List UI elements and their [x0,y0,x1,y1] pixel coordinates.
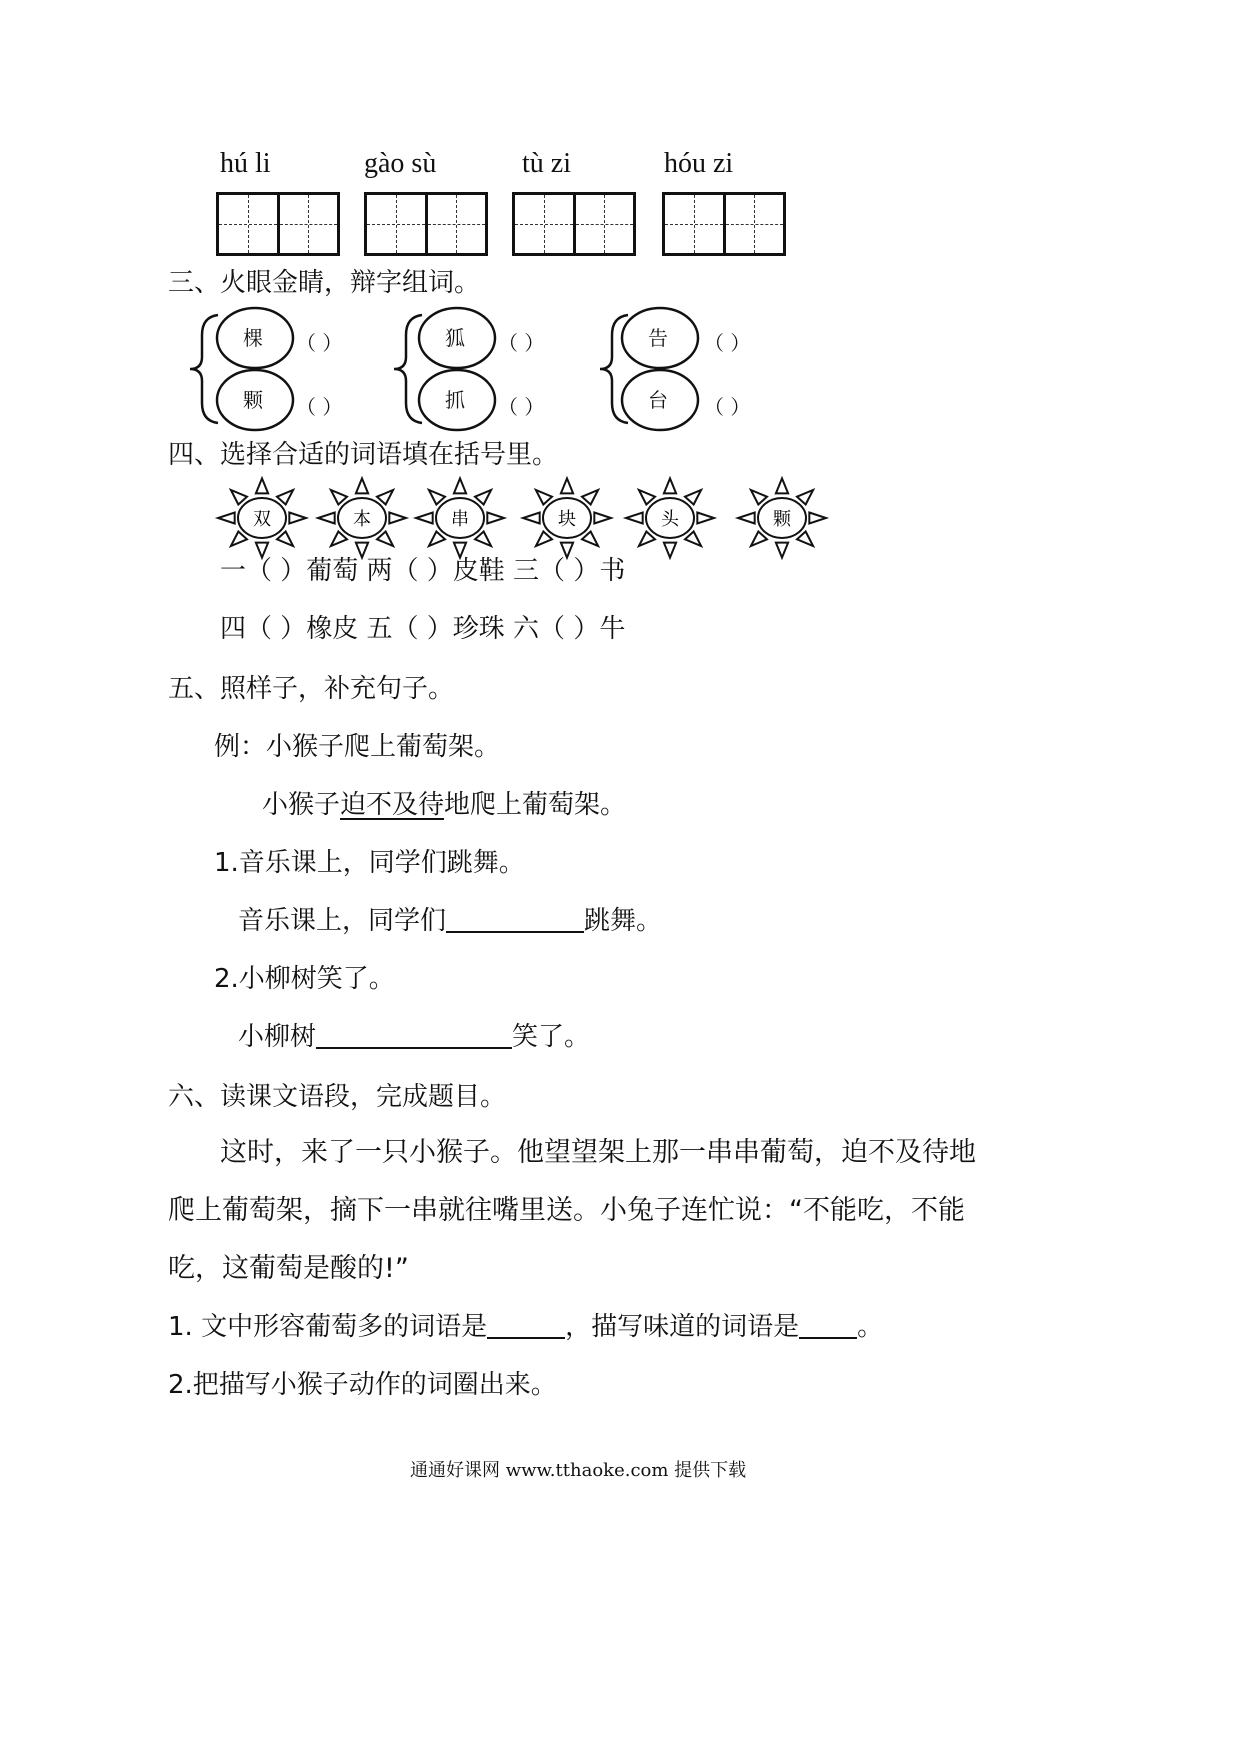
sun-ray [377,490,393,505]
sun-ray [685,532,701,547]
sun-ray [429,532,445,547]
question-1: 1.音乐课上，同学们跳舞。 [214,848,525,878]
sun-ray [218,513,235,524]
pinyin-1: hú li [220,148,271,179]
sun-ray [318,513,335,524]
answer-paren[interactable]: （ ） [704,395,751,419]
question-2: 2.小柳树笑了。 [214,964,395,994]
example-answer-underlined: 迫不及待 [340,790,445,820]
sun-badge [626,478,714,557]
writing-box-3[interactable] [512,192,636,256]
sun-ray [487,513,504,524]
passage-line-1: 这时，来了一只小猴子。他望望架上那一串串葡萄，迫不及待地 [220,1137,976,1168]
sun-ray [664,543,676,558]
question-2-pre: 小柳树 [238,1022,317,1052]
sun-ray [797,490,813,505]
example-answer [262,788,626,822]
q1-part-a: 1. 文中形容葡萄多的词语是 [168,1312,488,1342]
sun-ray [523,513,540,524]
sun-badge [523,478,611,557]
sun-badge [218,478,306,557]
question-1-fill [238,904,662,938]
sun-word-bank [210,470,850,560]
section-6-question-1 [168,1310,883,1344]
sun-ray [475,490,491,505]
answer-paren[interactable]: （ ） [498,395,545,419]
sun-ray [582,490,598,505]
sun-ray [626,513,643,524]
sun-word: 颗 [773,509,791,530]
pinyin-4: hóu zi [664,148,734,179]
sun-ray [582,532,598,547]
sun-ray [429,490,445,505]
answer-paren[interactable]: （ ） [296,331,343,355]
passage-line-3: 吃，这葡萄是酸的!” [168,1253,409,1284]
pinyin-2: gào sù [364,148,437,179]
answer-blank[interactable] [446,905,584,933]
q1-part-c: 。 [857,1312,884,1342]
sun-ray [277,532,293,547]
answer-paren[interactable]: （ ） [296,395,343,419]
sun-ray [536,532,552,547]
answer-paren[interactable]: （ ） [498,331,545,355]
question-1-pre: 音乐课上，同学们 [238,906,447,936]
sun-ray [738,513,755,524]
sun-ray [536,490,552,505]
question-2-post: 笑了。 [512,1022,591,1052]
sun-ray [231,490,247,505]
sun-ray [289,513,306,524]
answer-blank[interactable] [316,1021,512,1049]
section-4-title: 四、选择合适的词语填在括号里。 [168,440,559,470]
sun-ray [454,478,466,493]
oval-char: 颗 [243,388,263,412]
sun-ray [664,478,676,493]
pinyin-3: tù zi [522,148,571,179]
sun-ray [356,478,368,493]
answer-blank[interactable] [799,1311,857,1339]
sun-badge [738,478,826,557]
oval-char: 狐 [445,326,465,350]
sun-badge [318,478,406,557]
example-sentence: 例：小猴子爬上葡萄架。 [214,732,501,762]
oval-char: 抓 [445,388,465,412]
sun-ray [594,513,611,524]
writing-box-4[interactable] [662,192,786,256]
sun-ray [751,532,767,547]
sun-ray [231,532,247,547]
sun-ray [331,532,347,547]
question-1-post: 跳舞。 [584,906,663,936]
sun-ray [639,490,655,505]
sun-word: 本 [353,509,371,530]
sun-word: 头 [661,509,679,530]
section-6-title: 六、读课文语段，完成题目。 [168,1082,507,1112]
answer-blank[interactable] [487,1311,565,1339]
q1-part-b: ，描写味道的词语是 [565,1312,800,1342]
sun-badge [416,478,504,557]
passage-line-2: 爬上葡萄架，摘下一串就往嘴里送。小兔子连忙说：“不能吃，不能 [168,1195,965,1226]
sun-ray [331,490,347,505]
section-6-question-2: 2.把描写小猴子动作的词圈出来。 [168,1370,557,1400]
sun-ray [685,490,701,505]
sun-ray [377,532,393,547]
sun-ray [639,532,655,547]
sun-word: 块 [558,509,576,530]
sun-ray [256,478,268,493]
fill-row-1[interactable]: 一（ ）葡萄 两（ ）皮鞋 三（ ）书 [220,556,626,586]
sun-ray [809,513,826,524]
sun-ray [475,532,491,547]
brace-1 [190,315,218,423]
sun-ray [561,478,573,493]
question-2-fill [238,1020,590,1054]
brace-2 [394,315,422,423]
sun-ray [389,513,406,524]
sun-word: 串 [451,509,469,530]
section-5-title: 五、照样子，补充句子。 [168,674,455,704]
fill-row-2[interactable]: 四（ ）橡皮 五（ ）珍珠 六（ ）牛 [220,614,626,644]
sun-ray [697,513,714,524]
section-3-title: 三、火眼金睛，辩字组词。 [168,268,481,298]
sun-ray [416,513,433,524]
sun-ray [776,543,788,558]
answer-paren[interactable]: （ ） [704,331,751,355]
footer-source: 通通好课网 www.tthaoke.com 提供下载 [410,1460,747,1481]
oval-char: 台 [648,388,668,412]
sun-ray [751,490,767,505]
oval-char: 告 [648,326,668,350]
sun-ray [797,532,813,547]
oval-char: 棵 [243,326,263,350]
writing-box-1[interactable] [216,192,340,256]
sun-word: 双 [253,509,271,530]
writing-box-2[interactable] [364,192,488,256]
example-answer-post: 地爬上葡萄架。 [444,790,627,820]
sun-ray [277,490,293,505]
example-answer-pre: 小猴子 [262,790,341,820]
sun-ray [776,478,788,493]
